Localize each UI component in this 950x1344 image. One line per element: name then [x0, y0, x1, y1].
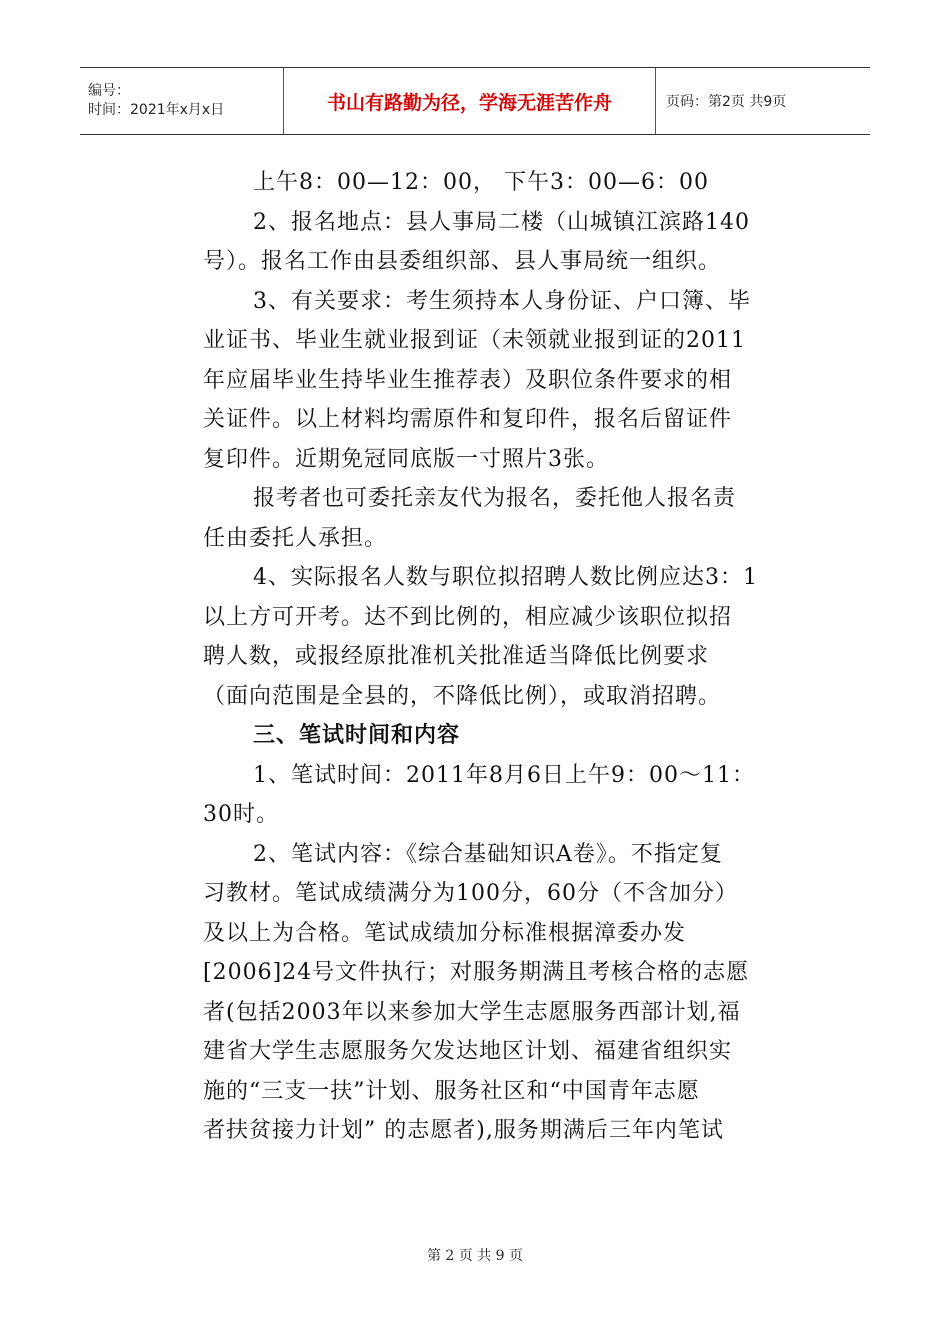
text-line: 任由委托人承担。 — [203, 525, 388, 551]
text-line: （面向范围是全县的，不降低比例），或取消招聘。 — [203, 683, 722, 709]
text-line: [2006]24号文件执行；对服务期满且考核合格的志愿 — [203, 960, 750, 985]
text-line: 者扶贫接力计划” 的志愿者),服务期满后三年内笔试 — [203, 1118, 724, 1143]
paragraph-exam-time — [203, 756, 803, 835]
text-line: 2、报名地点：县人事局二楼（山城镇江滨路140 — [253, 209, 750, 235]
text-line: 及以上为合格。笔试成绩加分标准根据漳委办发 — [203, 920, 687, 946]
text-line: 复印件。近期免冠同底版一寸照片3张。 — [203, 446, 609, 472]
paragraph-requirements — [203, 282, 803, 480]
document-number-label: 编号： — [88, 83, 130, 99]
text-line: 报考者也可委托亲友代为报名，委托他人报名责 — [253, 486, 737, 511]
document-date: 时间：2021年x月x日 — [88, 102, 225, 118]
section-heading-exam: 三、笔试时间和内容 — [253, 723, 461, 748]
text-line: 3、有关要求：考生须持本人身份证、户口簿、毕 — [253, 288, 751, 314]
paragraph-registration-place — [203, 203, 803, 282]
text-line: 4、实际报名人数与职位拟招聘人数比例应达3：1 — [253, 565, 758, 590]
paragraph-registration-time — [203, 163, 803, 203]
text-line: 建省大学生志愿服务欠发达地区计划、福建省组织实 — [203, 1039, 733, 1064]
text-line: 施的“三支一扶”计划、服务社区和“中国青年志愿 — [203, 1078, 700, 1104]
text-line: 年应届毕业生持毕业生推荐表）及职位条件要求的相 — [203, 367, 733, 393]
header-motto — [283, 68, 656, 134]
footer-page-number: 第 2 页 共 9 页 — [426, 1248, 524, 1264]
text-line: 者(包括2003年以来参加大学生志愿服务西部计划,福 — [203, 999, 741, 1025]
paragraph-proxy — [203, 479, 803, 558]
page-header — [80, 67, 870, 135]
header-meta — [80, 68, 283, 134]
text-line: 关证件。以上材料均需原件和复印件，报名后留证件 — [203, 407, 733, 432]
text-line: 以上方可开考。达不到比例的，相应减少该职位拟招 — [203, 604, 733, 630]
text-line: 2、笔试内容：《综合基础知识A卷》。不指定复 — [253, 841, 723, 867]
text-line: 习教材。笔试成绩满分为100分，60分（不含加分） — [203, 881, 738, 906]
paragraph-exam-content — [203, 835, 803, 1151]
text-line: 上午8：00—12：00， 下午3：00—6：00 — [253, 170, 709, 195]
text-line: 号）。报名工作由县委组织部、县人事局统一组织。 — [203, 249, 722, 274]
text-line: 业证书、毕业生就业报到证（未领就业报到证的2011 — [203, 328, 746, 353]
page-indicator: 页码：第2页 共9页 — [666, 94, 787, 110]
page-footer — [0, 1245, 950, 1265]
motto-text: 书山有路勤为径，学海无涯苦作舟 — [326, 91, 612, 114]
text-line: 1、笔试时间：2011年8月6日上午9：00～11： — [253, 762, 755, 788]
text-line: 聘人数，或报经原批准机关批准适当降低比例要求 — [203, 644, 710, 669]
header-page-info — [656, 68, 870, 134]
text-line: 30时。 — [203, 802, 279, 827]
document-body — [203, 163, 803, 1151]
paragraph-ratio — [203, 558, 803, 716]
